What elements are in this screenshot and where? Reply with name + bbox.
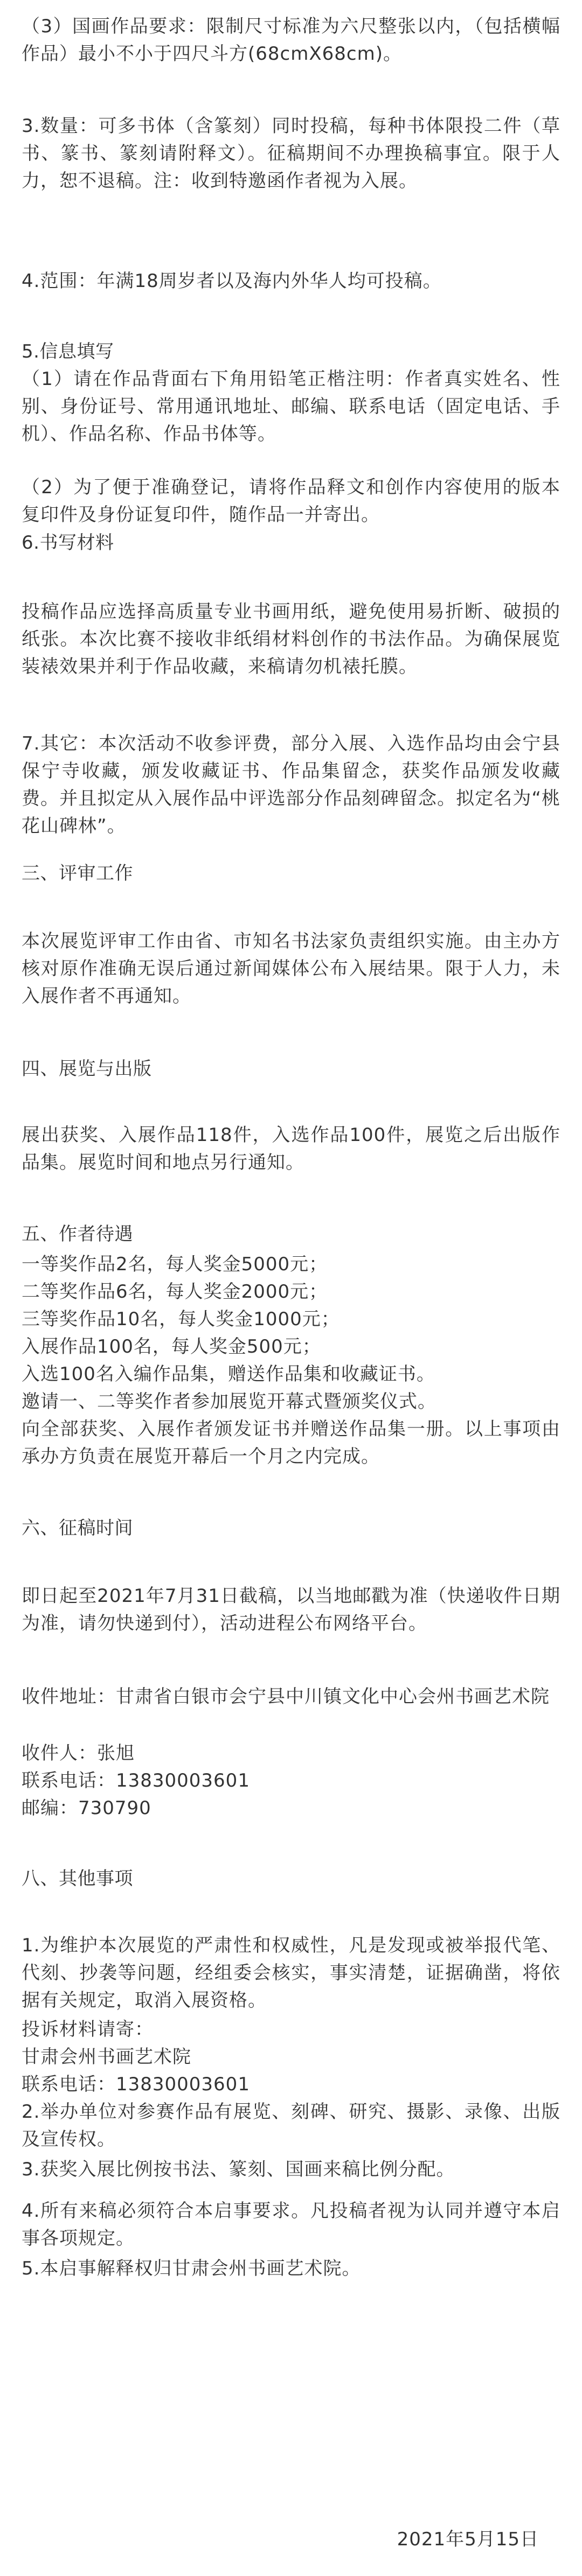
paragraph-scope: 4.范围：年满18周岁者以及海内外华人均可投稿。 [22,270,442,292]
complaint-phone: 联系电话：13830003601 [22,2074,250,2095]
contact-phone: 联系电话：13830003601 [22,1770,250,1791]
paragraph-integrity-rule: 1.为维护本次展览的严肃性和权威性，凡是发现或被举报代笔、代刻、抄袭等问题，经组委会核实，事实清楚，证据确凿，将依据有关规定，取消入展资格。 [22,1935,560,2011]
complaint-materials-label: 投诉材料请寄： [22,2019,154,2040]
paragraph-review: 本次展览评审工作由省、市知名书法家负责组织实施。由主办方核对原作准确无误后通过新闻媒体公布入展结果。限于人力，未入展作者不再通知。 [22,930,560,1007]
paragraph-submission-period: 即日起至2021年7月31日截稿，以当地邮戳为准（快递收件日期为准，请勿快递到付），活动进程公布网络平台。 [22,1585,560,1634]
paragraph-rights: 2.举办单位对参赛作品有展览、刻碑、研究、摄影、录像、出版及宣传权。 [22,2101,560,2150]
paragraph-interpretation-right: 5.本启事解释权归甘肃会州书画艺术院。 [22,2258,361,2279]
publication-date: 2021年5月15日 [397,2529,539,2550]
heading-exhibition-publication: 四、展览与出版 [22,1058,152,1080]
heading-submission-period: 六、征稿时间 [22,1517,133,1539]
paragraph-info-filling-2: （2）为了便于准确登记，请将作品释文和创作内容使用的版本复印件及身份证复印件，随作品一并寄出。 [22,477,560,526]
paragraph-exhibition-publication: 展出获奖、入展作品118件，入选作品100件，展览之后出版作品集。展览时间和地点另行通知。 [22,1124,560,1173]
paragraph-award-ratio: 3.获奖入展比例按书法、篆刻、国画来稿比例分配。 [22,2159,455,2180]
postal-code: 邮编：730790 [22,1797,151,1819]
list-item-selected-works: 入选100名入编作品集，赠送作品集和收藏证书。 [22,1363,435,1385]
list-item-third-prize: 三等奖作品10名，每人奖金1000元； [22,1308,340,1330]
paragraph-compliance: 4.所有来稿必须符合本启事要求。凡投稿者视为认同并遵守本启事各项规定。 [22,2200,560,2249]
heading-author-benefits: 五、作者待遇 [22,1223,133,1245]
recipient-name: 收件人：张旭 [22,1742,135,1764]
paragraph-guohua-size-requirement: （3）国画作品要求：限制尺寸标准为六尺整张以内，（包括横幅作品）最小不小于四尺斗方(68cmX68cm)。 [22,16,560,65]
list-item-first-prize: 一等奖作品2名，每人奖金5000元； [22,1254,328,1275]
paragraph-writing-materials: 投稿作品应选择高质量专业书画用纸，避免使用易折断、破损的纸张。本次比赛不接收非纸绢材料创作的书法作品。为确保展览装裱效果并利于作品收藏，来稿请勿机裱托膜。 [22,601,560,677]
paragraph-quantity: 3.数量：可多书体（含篆刻）同时投稿，每种书体限投二件（草书、篆书、篆刻请附释文）。征稿期间不办理换稿事宜。限于人力，恕不退稿。注：收到特邀函作者视为入展。 [22,115,560,192]
list-item-exhibited-works: 入展作品100名，每人奖金500元； [22,1336,321,1357]
heading-writing-materials: 6.书写材料 [22,532,114,554]
paragraph-info-filling-1: （1）请在作品背面右下角用铅笔正楷注明：作者真实姓名、性别、身份证号、常用通讯地址、邮编、联系电话（固定电话、手机）、作品名称、作品书体等。 [22,368,560,445]
heading-review: 三、评审工作 [22,863,133,884]
list-item-certificates: 向全部获奖、入展作者颁发证书并赠送作品集一册。以上事项由承办方负责在展览开幕后一个月之内完成。 [22,1418,560,1467]
complaint-organization: 甘肃会州书画艺术院 [22,2046,191,2068]
heading-info-filling: 5.信息填写 [22,341,114,362]
mailing-address: 收件地址：甘肃省白银市会宁县中川镇文化中心会州书画艺术院 [22,1686,550,1707]
paragraph-other: 7.其它：本次活动不收参评费，部分入展、入选作品均由会宁县保宁寺收藏，颁发收藏证书、作品集留念，获奖作品颁发收藏费。并且拟定从入展作品中评选部分作品刻碑留念。拟定名为“桃花山碑林”。 [22,733,560,837]
list-item-second-prize: 二等奖作品6名，每人奖金2000元； [22,1281,328,1303]
heading-other-matters: 八、其他事项 [22,1868,133,1889]
list-item-ceremony-invitation: 邀请一、二等奖作者参加展览开幕式暨颁奖仪式。 [22,1391,436,1412]
